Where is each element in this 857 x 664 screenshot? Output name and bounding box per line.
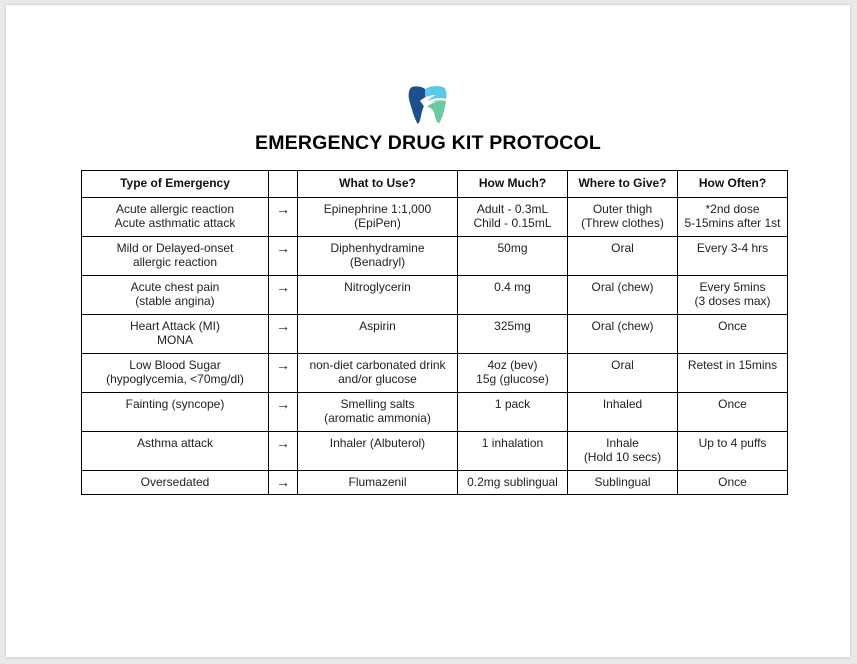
drug-cell (298, 432, 458, 471)
arrow-cell (269, 432, 298, 471)
arrow-cell (269, 276, 298, 315)
dose-cell (458, 393, 568, 432)
right-arrow-icon: → (276, 396, 290, 412)
frequency-cell (678, 354, 788, 393)
emergency-cell (82, 393, 269, 432)
column-header: Type of Emergency (82, 171, 269, 198)
cell-text-line: Asthma attack (136, 436, 214, 450)
cell-text-line: (Hold 10 secs) (583, 449, 662, 464)
dose-cell (458, 471, 568, 495)
cell-text-line: (3 doses max) (694, 293, 771, 308)
arrow-cell (269, 354, 298, 393)
cell-text-line: Oversedated (140, 475, 210, 489)
drug-cell (298, 354, 458, 393)
frequency-cell (678, 315, 788, 354)
cell-text-line: Oral (chew) (591, 319, 654, 333)
cell-text-line: Up to 4 puffs (698, 436, 767, 450)
route-cell (568, 471, 678, 495)
table-row (82, 237, 788, 276)
table-row (82, 471, 788, 495)
cell-text-line: 50mg (497, 241, 528, 255)
cell-text-line: Inhale (606, 436, 639, 450)
table-header-row (82, 171, 788, 198)
frequency-cell (678, 198, 788, 237)
table-row (82, 354, 788, 393)
cell-text-line: Mild or Delayed-onset (116, 241, 234, 255)
cell-text-line: Oral (chew) (591, 280, 654, 294)
cell-text-line: Inhaled (602, 397, 643, 411)
cell-text-line: Every 5mins (699, 280, 766, 294)
cell-text-line: 5-15mins after 1st (684, 215, 781, 230)
cell-text-line: Inhaler (Albuterol) (329, 436, 426, 450)
dose-cell (458, 237, 568, 276)
arrow-cell (269, 393, 298, 432)
right-arrow-icon: → (276, 474, 290, 490)
cell-text-line: Retest in 15mins (687, 358, 778, 372)
cell-text-line: Once (718, 475, 747, 489)
table-row (82, 276, 788, 315)
cell-text-line: Flumazenil (348, 475, 407, 489)
frequency-cell (678, 237, 788, 276)
table-row (82, 432, 788, 471)
drug-cell (298, 471, 458, 495)
column-header (269, 171, 298, 198)
drug-cell (298, 276, 458, 315)
emergency-cell (82, 276, 269, 315)
cell-text-line: (aromatic ammonia) (324, 410, 431, 425)
cell-text-line: Every 3-4 hrs (696, 241, 769, 255)
cell-text-line: (Benadryl) (349, 254, 406, 269)
emergency-cell (82, 315, 269, 354)
cell-text-line: Oral (611, 241, 634, 255)
cell-text-line: and/or glucose (338, 371, 417, 386)
right-arrow-icon: → (276, 240, 290, 256)
tooth-logo-icon (406, 83, 450, 127)
frequency-cell (678, 471, 788, 495)
protocol-table (81, 170, 788, 495)
drug-cell (298, 237, 458, 276)
cell-text-line: MONA (157, 332, 193, 347)
arrow-cell (269, 471, 298, 495)
cell-text-line: (stable angina) (135, 293, 215, 308)
cell-text-line: Acute asthmatic attack (114, 215, 236, 230)
column-header: How Much? (458, 171, 568, 198)
cell-text-line: *2nd dose (705, 202, 760, 216)
cell-text-line: 15g (glucose) (476, 371, 549, 386)
cell-text-line: Outer thigh (592, 202, 653, 216)
drug-cell (298, 198, 458, 237)
cell-text-line: 0.4 mg (494, 280, 531, 294)
table-row (82, 198, 788, 237)
cell-text-line: Child - 0.15mL (473, 215, 552, 230)
right-arrow-icon: → (276, 279, 290, 295)
route-cell (568, 354, 678, 393)
column-header: What to Use? (298, 171, 458, 198)
table-row (82, 315, 788, 354)
route-cell (568, 237, 678, 276)
cell-text-line: non-diet carbonated drink (309, 358, 446, 372)
arrow-cell (269, 198, 298, 237)
cell-text-line: Smelling salts (340, 397, 415, 411)
right-arrow-icon: → (276, 318, 290, 334)
cell-text-line: (EpiPen) (354, 215, 401, 230)
cell-text-line: Adult - 0.3mL (476, 202, 549, 216)
emergency-cell (82, 354, 269, 393)
cell-text-line: allergic reaction (132, 254, 218, 269)
dose-cell (458, 432, 568, 471)
right-arrow-icon: → (276, 357, 290, 373)
route-cell (568, 393, 678, 432)
emergency-cell (82, 198, 269, 237)
cell-text-line: Fainting (syncope) (125, 397, 225, 411)
right-arrow-icon: → (276, 435, 290, 451)
cell-text-line: Epinephrine 1:1,000 (323, 202, 432, 216)
document-title: EMERGENCY DRUG KIT PROTOCOL (255, 132, 601, 154)
right-arrow-icon: → (276, 201, 290, 217)
cell-text-line: Once (718, 397, 747, 411)
arrow-cell (269, 315, 298, 354)
emergency-cell (82, 237, 269, 276)
route-cell (568, 198, 678, 237)
cell-text-line: Nitroglycerin (344, 280, 411, 294)
cell-text-line: Heart Attack (MI) (129, 319, 221, 333)
column-header: Where to Give? (568, 171, 678, 198)
dose-cell (458, 276, 568, 315)
emergency-cell (82, 471, 269, 495)
emergency-cell (82, 432, 269, 471)
cell-text-line: (hypoglycemia, <70mg/dl) (106, 371, 244, 386)
cell-text-line: Diphenhydramine (330, 241, 425, 255)
cell-text-line: Low Blood Sugar (129, 358, 221, 372)
drug-cell (298, 393, 458, 432)
cell-text-line: 4oz (bev) (487, 358, 538, 372)
cell-text-line: 1 inhalation (481, 436, 544, 450)
cell-text-line: (Threw clothes) (581, 215, 664, 230)
cell-text-line: 1 pack (494, 397, 531, 411)
cell-text-line: Once (718, 319, 747, 333)
cell-text-line: Acute allergic reaction (115, 202, 235, 216)
cell-text-line: Oral (611, 358, 634, 372)
arrow-cell (269, 237, 298, 276)
document-page (6, 5, 850, 657)
frequency-cell (678, 393, 788, 432)
cell-text-line: 0.2mg sublingual (467, 475, 558, 489)
dose-cell (458, 354, 568, 393)
table-body (82, 198, 788, 495)
cell-text-line: 325mg (494, 319, 531, 333)
column-header: How Often? (678, 171, 788, 198)
dose-cell (458, 198, 568, 237)
cell-text-line: Acute chest pain (130, 280, 220, 294)
table-row (82, 393, 788, 432)
cell-text-line: Sublingual (594, 475, 651, 489)
dose-cell (458, 315, 568, 354)
route-cell (568, 315, 678, 354)
route-cell (568, 276, 678, 315)
cell-text-line: Aspirin (359, 319, 396, 333)
route-cell (568, 432, 678, 471)
drug-cell (298, 315, 458, 354)
frequency-cell (678, 276, 788, 315)
frequency-cell (678, 432, 788, 471)
